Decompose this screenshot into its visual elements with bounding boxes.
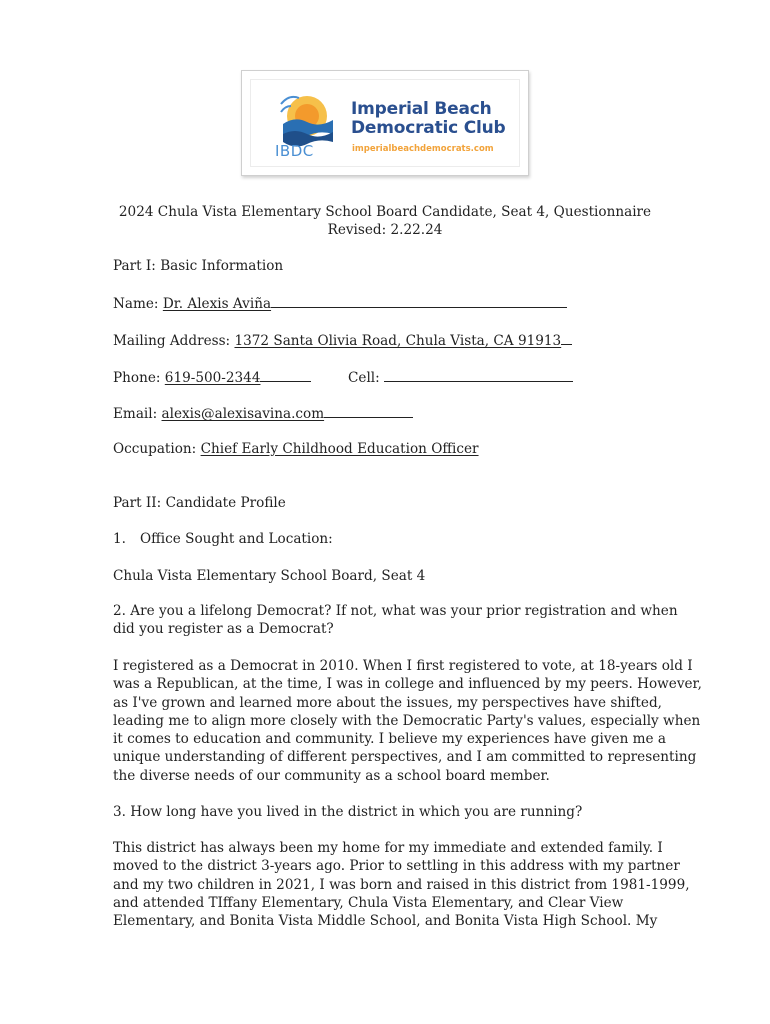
a2-line: it comes to education and community. I believe my experiences have given me a: [113, 731, 667, 748]
a2-line: was a Republican, at the time, I was in college and influenced by my peers. However,: [113, 676, 702, 693]
document-title: 2024 Chula Vista Elementary School Board Candidate, Seat 4, Questionnaire: [118, 204, 652, 220]
email-value: alexis@alexisavina.com: [161, 406, 325, 422]
occupation-row: [113, 440, 479, 458]
name-value: Dr. Alexis Aviña: [162, 296, 272, 312]
email-blank-line: [324, 403, 413, 418]
phone-row: [113, 367, 311, 387]
q1-number: 1.: [113, 531, 126, 547]
name-row: [113, 293, 567, 313]
a3-line: and attended TIffany Elementary, Chula Vista Elementary, and Clear View: [113, 894, 624, 911]
address-row: [113, 330, 572, 350]
a2-line: the diverse needs of our community as a school board member.: [113, 767, 550, 784]
occupation-label: Occupation:: [113, 441, 201, 457]
cell-row: [348, 367, 573, 387]
revision-date: Revised: 2.22.24: [327, 222, 443, 238]
name-blank-line: [271, 293, 567, 308]
address-blank-line: [561, 330, 572, 345]
occupation-value: Chief Early Childhood Education Officer: [200, 441, 479, 457]
a3-answer: [113, 839, 690, 930]
logo-url: imperialbeachdemocrats.com: [352, 144, 494, 154]
logo-inner-border: [250, 79, 520, 167]
phone-label: Phone:: [113, 370, 165, 386]
cell-label: Cell:: [348, 370, 385, 386]
a2-line: unique understanding of different perspectives, and I am committed to representing: [113, 749, 697, 766]
part2-heading: Part II: Candidate Profile: [113, 495, 286, 511]
q2-line: 2. Are you a lifelong Democrat? If not, what was your prior registration and when: [113, 603, 678, 619]
a2-answer: [113, 657, 702, 785]
a3-line: moved to the district 3-years ago. Prior to settling in this address with my partner: [113, 858, 680, 875]
a2-line: as I've grown and learned more about the issues, my perspectives have shifted,: [113, 694, 662, 711]
q2-line: did you register as a Democrat?: [113, 621, 334, 638]
cell-blank-line: [384, 367, 573, 382]
a3-line: Elementary, and Bonita Vista Middle School, and Bonita Vista High School. My: [113, 913, 658, 930]
a3-line: and my two children in 2021, I was born and raised in this district from 1981-1999,: [113, 876, 690, 893]
address-label: Mailing Address:: [113, 333, 235, 349]
club-logo: [241, 70, 529, 176]
address-value: 1372 Santa Olivia Road, Chula Vista, CA 91913: [234, 333, 562, 349]
a2-line: I registered as a Democrat in 2010. When I first registered to vote, at 18-years old I: [113, 658, 693, 674]
name-label: Name:: [113, 296, 163, 312]
a1-answer: Chula Vista Elementary School Board, Seat 4: [113, 568, 426, 584]
a3-line: This district has always been my home for my immediate and extended family. I: [113, 840, 663, 856]
q3-question: 3. How long have you lived in the district in which you are running?: [113, 804, 583, 820]
q2-question: [113, 602, 678, 639]
a2-line: leading me to align more closely with the Democratic Party's values, especially when: [113, 712, 701, 729]
phone-value: 619-500-2344: [164, 370, 261, 386]
phone-blank-line: [260, 367, 311, 382]
email-row: [113, 403, 413, 423]
logo-title: Imperial Beach Democratic Club: [351, 99, 506, 138]
q1-question: Office Sought and Location:: [140, 531, 333, 547]
logo-acronym: IBDC: [275, 142, 314, 160]
part1-heading: Part I: Basic Information: [113, 258, 284, 274]
email-label: Email:: [113, 406, 162, 422]
